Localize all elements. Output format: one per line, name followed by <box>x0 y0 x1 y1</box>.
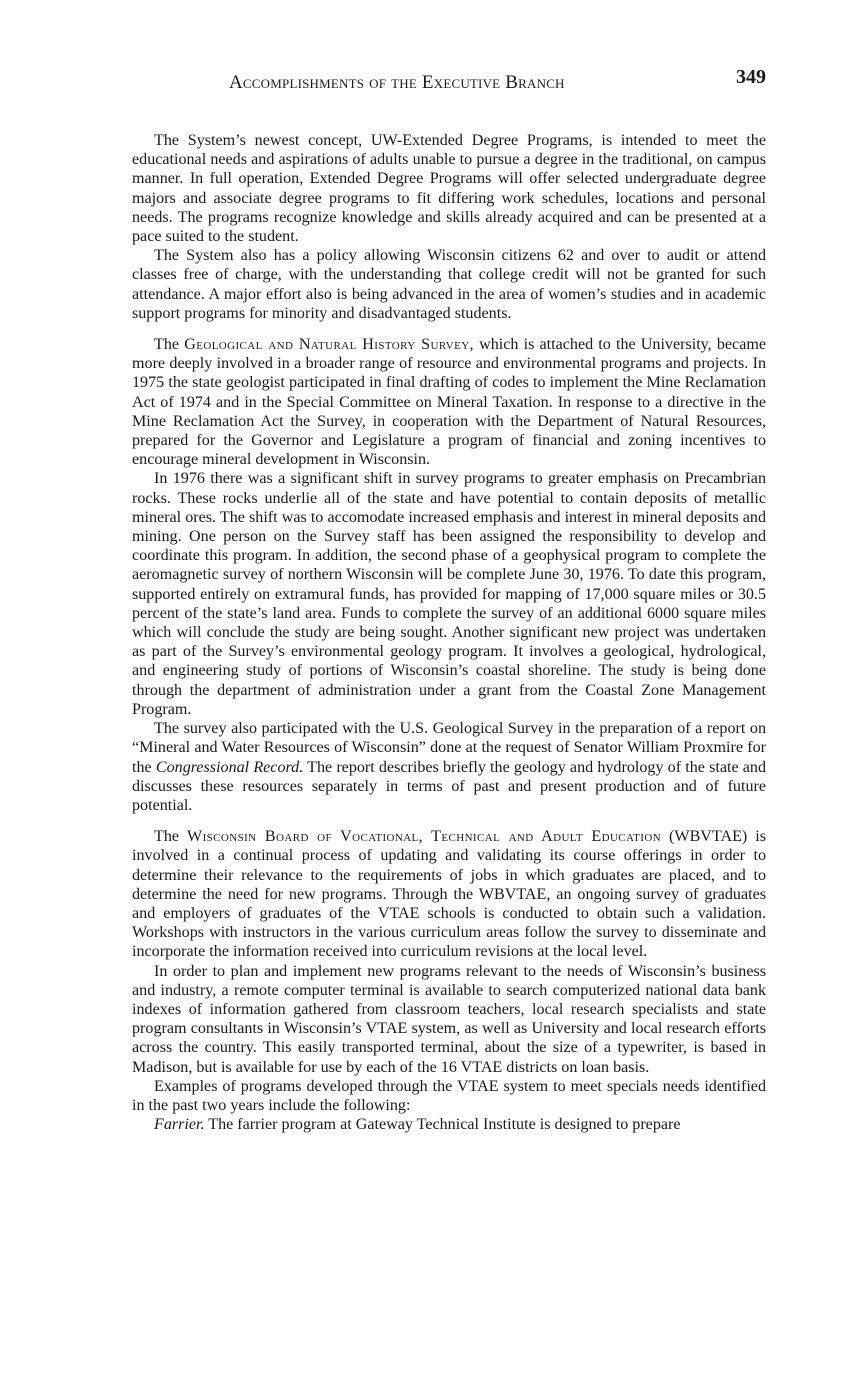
publication-title: Congressional Record. <box>155 758 304 776</box>
paragraph-lead: The <box>154 336 180 354</box>
agency-name-wbvtae: Wisconsin Board of Vocational, Technical and Adult Education <box>187 828 662 846</box>
paragraph-wbvtae <box>132 827 766 961</box>
paragraph-special-needs: Examples of programs developed through the VTAE system to meet specials needs identified in the past two years include the following: <box>132 1077 766 1114</box>
paragraph-text: The report describes briefly the geology and hydrology of the state and discusses these resources separately in terms of past and present production and of future potential. <box>132 758 767 814</box>
paragraph-text: (WBVTAE) is involved in a continual process of updating and validating its course offerings in order to determine their relevance to the requirements of jobs in which graduates are placed, and to determine the need for new programs. Through the WBVTAE, an ongoing survey of graduates and employers of graduates of the VTAE schools is conducted to obtain such a validation. Workshops with instructors in the various curriculum areas follow the survey to disseminate and incorporate the information received into curriculum revisions at the local level. <box>132 828 766 961</box>
paragraph-remote-terminal: In order to plan and implement new programs relevant to the needs of Wisconsin’s business and industry, a remote computer terminal is available to search computerized national data bank indexes of information gathered from classroom teachers, local research specialists and state program consultants in Wisconsin’s VTAE system, as well as University and local research efforts across the country. This easily transported terminal, about the size of a typewriter, is based in Madison, but is available for use by each of the 16 VTAE districts on loan basis. <box>132 962 766 1076</box>
paragraph-text: The survey also participated with the U.S. Geological Survey in the preparation of a report on “Mineral and Water Resources of Wisconsin” done at the request of Senator William Proxmire for the <box>132 720 766 776</box>
paragraph-senior-audit: The System also has a policy allowing Wisconsin citizens 62 and over to audit or attend classes free of charge, with the understanding that college credit will not be granted for such attendance. A major effort also is being advanced in the area of women’s studies and in academic support programs for minority and disadvantaged students. <box>132 247 766 322</box>
paragraph-lead: The <box>154 828 180 846</box>
paragraph-extended-degree: The System’s newest concept, UW-Extended Degree Programs, is intended to meet the educational needs and aspirations of adults unable to pursue a degree in the traditional, on campus manner. In full operation, Extended Degree Programs will offer selected undergraduate degree majors and associate degree programs to fit differing work schedules, locations and personal needs. The programs recognize knowledge and skills already acquired and can be presented at a pace suited to the student. <box>132 132 766 246</box>
paragraph-geological-survey <box>132 335 766 469</box>
page-header <box>132 66 766 96</box>
paragraph-mineral-water-report <box>132 719 766 815</box>
paragraph-text: which is attached to the University, became more deeply involved in a broader range of resource and environmental programs and projects. In 1975 the state geologist participated in final drafting of codes to implement the Mine Reclamation Act of 1974 and in the Special Committee on Mineral Taxation. In response to a directive in the Mine Reclamation Act the Survey, in cooperation with the Department of Natural Resources, prepared for the Governor and Legislature a program of financial and zoning incentives to encourage mineral development in Wisconsin. <box>132 336 767 469</box>
page-body <box>132 131 766 1134</box>
paragraph-farrier <box>132 1115 766 1134</box>
page-number: 349 <box>736 66 766 88</box>
agency-name-geological-survey: Geological and Natural History Survey, <box>184 336 474 354</box>
paragraph-text: The farrier program at Gateway Technical Institute is designed to prepare <box>208 1116 681 1134</box>
paragraph-precambrian: In 1976 there was a significant shift in survey programs to greater emphasis on Precambrian rocks. These rocks underlie all of the state and have potential to contain deposits of metallic mineral ores. The shift was to accomodate increased emphasis and interest in mineral deposits and mining. One person on the Survey staff has been assigned the responsibility to develop and coordinate this program. In addition, the second phase of a geophysical program to complete the aeromagnetic survey of northern Wisconsin will be complete June 30, 1976. To date this program, supported entirely on extramural funds, has provided for mapping of 17,000 square miles or 30.5 percent of the state’s land area. Funds to complete the survey of an additional 6000 square miles which will conclude the study are being sought. Another significant new project was undertaken as part of the Survey’s environmental geology program. It involves a geological, hydrological, and engineering study of portions of Wisconsin’s coastal shoreline. The study is being done through the department of administration under a grant from the Coastal Zone Management Program. <box>132 470 766 718</box>
program-name-farrier: Farrier. <box>154 1116 205 1134</box>
running-title: Accomplishments of the Executive Branch <box>229 72 565 93</box>
